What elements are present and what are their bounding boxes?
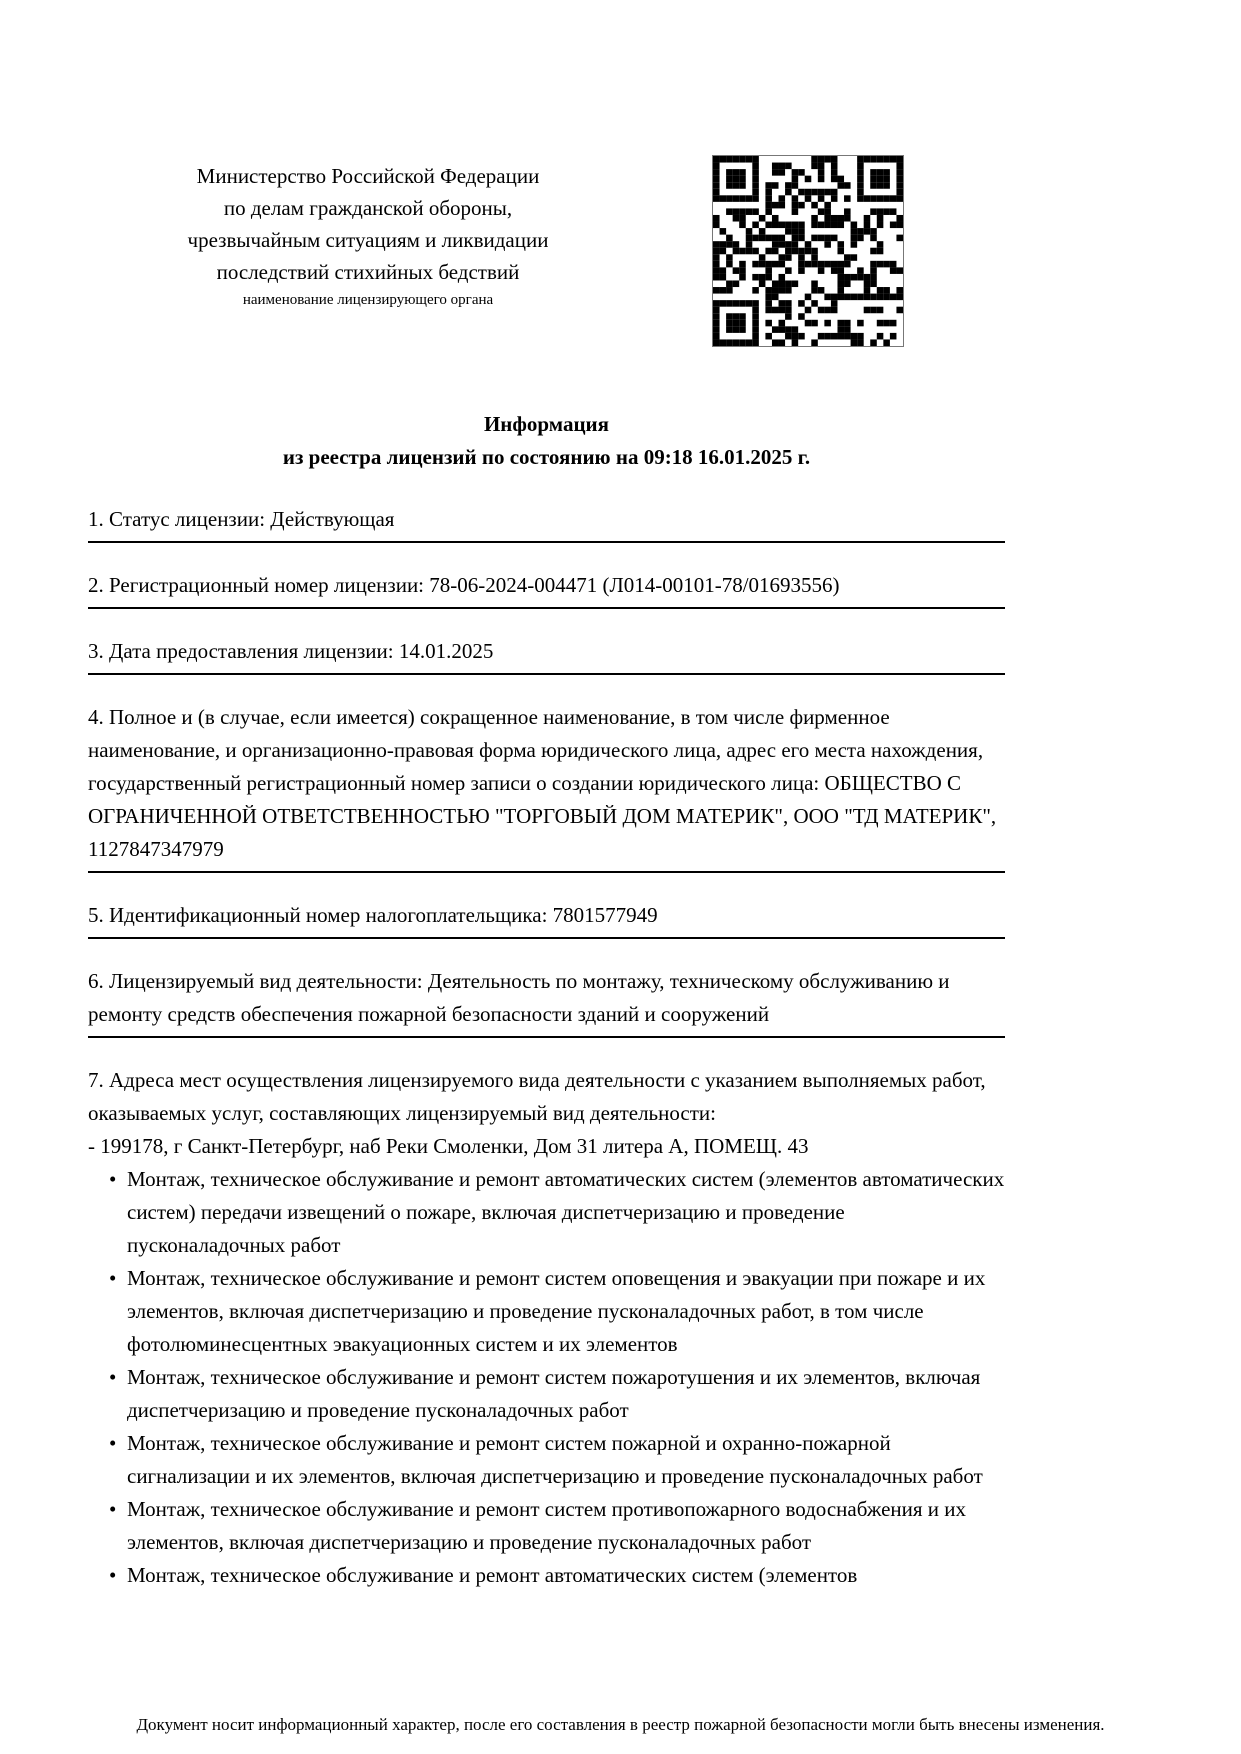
ministry-name-line: последствий стихийных бедствий — [216, 260, 520, 284]
document-title — [88, 408, 1005, 474]
document-body — [88, 160, 1005, 1592]
bullet-icon: • — [109, 1563, 117, 1587]
field-grant-date: 3. Дата предоставления лицензии: 14.01.2025 — [88, 635, 1005, 675]
list-item — [88, 1262, 1005, 1361]
list-item — [88, 1361, 1005, 1427]
address-line: - 199178, г Санкт-Петербург, наб Реки Смоленки, Дом 31 литера А, ПОМЕЩ. 43 — [88, 1134, 809, 1158]
bullet-icon: • — [109, 1497, 117, 1521]
work-text: Монтаж, техническое обслуживание и ремонт автоматических систем (элементов — [127, 1563, 858, 1587]
field-registration-number: 2. Регистрационный номер лицензии: 78-06-2024-004471 (Л014-00101-78/01693556) — [88, 569, 1005, 609]
field-taxpayer-id: 5. Идентификационный номер налогоплательщика: 7801577949 — [88, 899, 1005, 939]
bullet-icon: • — [109, 1431, 117, 1455]
works-list — [88, 1163, 1005, 1592]
work-text: Монтаж, техническое обслуживание и ремонт автоматических систем (элементов автоматических систем) передачи извещений о пожаре, включая диспетчеризацию и проведение пусконаладочных работ — [127, 1167, 1005, 1257]
licensing-authority-header — [88, 160, 648, 312]
ministry-name-line: чрезвычайным ситуациям и ликвидации — [187, 228, 549, 252]
bullet-icon: • — [109, 1167, 117, 1191]
title-line-1: Информация — [483, 412, 610, 436]
bullet-icon: • — [109, 1266, 117, 1290]
list-item — [88, 1427, 1005, 1493]
field-licensed-activity: 6. Лицензируемый вид деятельности: Деятельность по монтажу, техническому обслуживанию и ремонту средств обеспечения пожарной безопасности зданий и сооружений — [88, 965, 1005, 1038]
field-license-status: 1. Статус лицензии: Действующая — [88, 503, 1005, 543]
list-item — [88, 1163, 1005, 1262]
list-item — [88, 1493, 1005, 1559]
field-legal-entity-name: 4. Полное и (в случае, если имеется) сокращенное наименование, в том числе фирменное наименование, и организационно-правовая форма юридического лица, адрес его места нахождения, государственный регистрационный номер записи о создании юридического лица: ОБЩЕСТВО С ОГРАНИЧЕННОЙ ОТВЕТСТВЕННОСТЬЮ "ТОРГОВЫЙ ДОМ МАТЕРИК", ООО "ТД МАТЕРИК", 1127847347979 — [88, 701, 1005, 873]
work-text: Монтаж, техническое обслуживание и ремонт систем оповещения и эвакуации при пожаре и их элементов, включая диспетчеризацию и проведение пусконаладочных работ, в том числе фотолюминесцентных эвакуационных систем и их элементов — [127, 1266, 986, 1356]
title-line-2: из реестра лицензий по состоянию на 09:18 16.01.2025 г. — [282, 445, 811, 469]
work-text: Монтаж, техническое обслуживание и ремонт систем пожаротушения и их элементов, включая диспетчеризацию и проведение пусконаладочных работ — [127, 1365, 981, 1422]
footer-disclaimer: Документ носит информационный характер, после его составления в реестр пожарной безопасности могли быть внесены изменения. — [136, 1715, 1105, 1734]
work-text: Монтаж, техническое обслуживание и ремонт систем противопожарного водоснабжения и их элементов, включая диспетчеризацию и проведение пусконаладочных работ — [127, 1497, 967, 1554]
ministry-name-line: по делам гражданской обороны, — [223, 196, 513, 220]
list-item — [88, 1559, 1005, 1592]
field-activity-addresses: 7. Адреса мест осуществления лицензируемого вида деятельности с указанием выполняемых работ, оказываемых услуг, составляющих лицензируемый вид деятельности: — [88, 1068, 986, 1125]
authority-caption: наименование лицензирующего органа — [242, 292, 494, 308]
ministry-name-line: Министерство Российской Федерации — [196, 164, 540, 188]
bullet-icon: • — [109, 1365, 117, 1389]
work-text: Монтаж, техническое обслуживание и ремонт систем пожарной и охранно-пожарной сигнализации и их элементов, включая диспетчеризацию и проведение пусконаладочных работ — [127, 1431, 983, 1488]
